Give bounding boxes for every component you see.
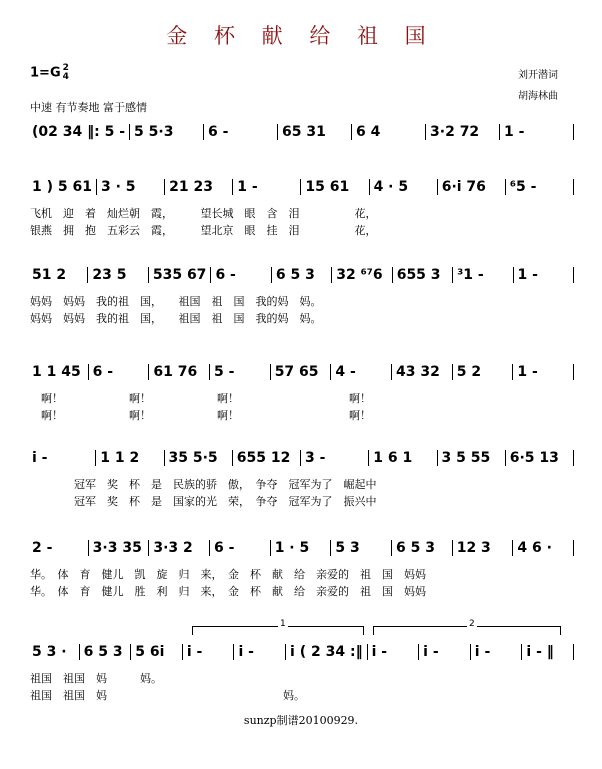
measure: 3·2 72	[430, 124, 480, 140]
measure: 65 31	[282, 124, 326, 140]
lyrics-verse-2: 妈妈 妈妈 我的祖 国， 祖国 祖 国 我的妈 妈。	[30, 312, 322, 325]
measure: i -	[186, 644, 203, 660]
tempo-marking: 中速 有节奏地 富于感情	[30, 101, 147, 114]
measure: 1 ) 5 61	[32, 179, 92, 195]
time-signature	[63, 64, 69, 82]
lyrics-verse-1: 啊！ 啊！ 啊！ 啊！	[30, 392, 371, 405]
measure: 15 61	[305, 179, 350, 195]
key-signature	[30, 64, 69, 82]
measure: 43 32	[396, 364, 440, 380]
measure: 6 -	[215, 267, 236, 283]
notation-line	[28, 364, 574, 380]
time-sig-top: 2	[62, 63, 69, 73]
measure: 1 -	[517, 267, 538, 283]
barline	[573, 540, 574, 556]
volta-2	[373, 619, 561, 635]
lyricist: 刘开潜词	[518, 70, 558, 81]
measure: 35 5·5	[168, 450, 218, 466]
volta-1	[192, 619, 364, 635]
measure: 32 ⁶⁷6	[336, 267, 383, 283]
measure: 4 -	[335, 364, 356, 380]
measure: ⁶5 -	[509, 179, 537, 195]
measure: i -	[371, 644, 388, 660]
measure: i -	[32, 450, 48, 466]
lyrics-verse-2: 华。 体 育 健儿 胜 利 归 来， 金 杯 献 给 亲爱的 祖 国 妈妈	[30, 585, 426, 598]
measure: 4 · 5	[373, 179, 409, 195]
measure: 5 -	[214, 364, 235, 380]
barline	[573, 179, 574, 195]
notation-line	[28, 450, 574, 466]
measure: 1 6 1	[373, 450, 413, 466]
measure: ³1 -	[457, 267, 484, 283]
measure: i -	[423, 644, 439, 660]
measure: 535 67	[152, 267, 207, 283]
measure: 5 3 ·	[32, 644, 67, 660]
measure: 6·i 76	[441, 179, 486, 195]
barline	[573, 267, 574, 283]
measure: 21 23	[169, 179, 213, 195]
measure: 23 5	[92, 267, 127, 283]
measure: 5 6i	[135, 644, 165, 660]
lyrics-verse-1: 祖国 祖国 妈 妈。	[30, 672, 162, 685]
measure: 6 4	[356, 124, 381, 140]
measure: 6 5 3	[83, 644, 123, 660]
barline	[573, 450, 574, 466]
measure: i ( 2 34 :‖	[290, 644, 363, 660]
notation-line	[28, 124, 574, 140]
barline	[573, 364, 574, 380]
measure: i - ‖	[526, 644, 554, 660]
measure: 3·3 2	[153, 540, 193, 556]
measure: 3 · 5	[101, 179, 136, 195]
composer: 胡海林曲	[518, 91, 558, 102]
measure: 3 -	[305, 450, 326, 466]
measure: 6 5 3	[275, 267, 315, 283]
measure: 6·5 13	[509, 450, 559, 466]
time-sig-bottom: 4	[62, 72, 69, 82]
notation-line	[28, 179, 574, 195]
measure: 3·3 35	[92, 540, 142, 556]
volta-2-label: 2	[469, 619, 475, 629]
measure: 57 65	[274, 364, 319, 380]
measure: i -	[238, 644, 254, 660]
lyrics-verse-1: 妈妈 妈妈 我的祖 国， 祖国 祖 国 我的妈 妈。	[30, 295, 322, 308]
measure: 4 6 ·	[517, 540, 552, 556]
measure: i -	[474, 644, 491, 660]
barline	[573, 124, 574, 140]
measure: 6 5 3	[396, 540, 436, 556]
footer-credit: sunzp制谱20100929.	[243, 714, 359, 727]
measure: 12 3	[456, 540, 491, 556]
measure: 1 1 45	[32, 364, 81, 380]
measure: 51 2	[32, 267, 67, 283]
measure: 1 -	[504, 124, 525, 140]
measure: 3 5 55	[441, 450, 491, 466]
measure: 6 -	[208, 124, 229, 140]
measure: 655 12	[236, 450, 291, 466]
measure: 1 1 2	[100, 450, 140, 466]
measure: 5 5·3	[134, 124, 174, 140]
measure: 1 · 5	[274, 540, 310, 556]
measure: 1 -	[517, 364, 538, 380]
notation-line	[28, 540, 574, 556]
lyrics-verse-2: 冠军 奖 杯 是 国家的光 荣， 争夺 冠军为了 振兴中	[30, 495, 377, 508]
notation-line	[28, 267, 574, 283]
notation-line	[28, 644, 574, 660]
measure: 5 3	[335, 540, 360, 556]
lyrics-verse-1: 华。 体 育 健儿 凯 旋 归 来， 金 杯 献 给 亲爱的 祖 国 妈妈	[30, 568, 426, 581]
measure: 1 -	[237, 179, 258, 195]
measure: 6 -	[214, 540, 235, 556]
measure: 61 76	[153, 364, 198, 380]
song-title: 金 杯 献 给 祖 国	[166, 24, 436, 48]
volta-1-label: 1	[280, 619, 286, 629]
measure: (02 34 ‖: 5 -	[32, 124, 126, 140]
measure: 2 -	[32, 540, 53, 556]
lyrics-verse-2: 银燕 拥 抱 五彩云 霞， 望北京 眼 挂 泪 花，	[30, 224, 377, 237]
lyrics-verse-2: 啊！ 啊！ 啊！ 啊！	[30, 409, 371, 422]
lyrics-verse-2: 祖国 祖国 妈 妈。	[30, 689, 305, 702]
barline	[573, 644, 574, 660]
measure: 6 -	[92, 364, 114, 380]
lyrics-verse-1: 飞机 迎 着 灿烂朝 霞， 望长城 眼 含 泪 花，	[30, 207, 377, 220]
measure: 655 3	[396, 267, 441, 283]
key-label: 1=G	[30, 65, 61, 81]
lyrics-verse-1: 冠军 奖 杯 是 民族的骄 傲， 争夺 冠军为了 崛起中	[30, 478, 377, 491]
measure: 5 2	[456, 364, 482, 380]
